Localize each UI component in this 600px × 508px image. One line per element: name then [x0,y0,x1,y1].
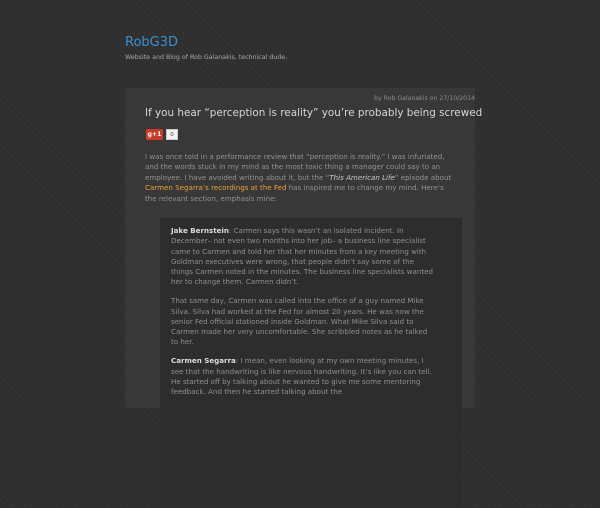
intro-text-3: has inspired me to change my mind. Here’s the relevant section, emphasis mine: [145,183,444,203]
quote-speaker: Carmen Segarra [171,356,236,366]
quote-text: That same day, Carmen was called into the office of a guy named Mike Silva. Silva had worked at the Fed for almost 20 years. He was now the senior Fed official stationed inside Goldman. What Mike Silva said to Carmen made her very uncomfortable. She scribbled notes as he talked to her. [171,296,428,347]
intro-emphasis: This American Life [329,172,395,182]
post-intro-paragraph [145,152,457,204]
google-plus-button[interactable]: g+1 [147,131,162,138]
quote-speaker: Jake Bernstein [171,226,229,235]
post-byline: by Rob Galanakis on 27/10/2014 [374,95,475,102]
quote-paragraph [171,296,436,347]
blog-post [125,88,483,408]
carmen-recordings-link[interactable]: Carmen Segarra’s recordings at the Fed [145,183,287,193]
site-description: Website and Blog of Rob Galanakis, technical dude. [125,54,288,61]
google-plus-count: 0 [166,129,178,140]
quote-text: : I mean, even looking at my own meeting minutes, I see that the handwriting is like nervous handwriting. It’s like you can tell. He started off by talking about he wanted to give me some mentoring feedback. And then he started talking about the [171,356,432,397]
intro-text-2: ” episode about [394,172,452,182]
quote-paragraph [171,226,436,288]
quote-text: : Carmen says this wasn’t an isolated incident. In December– not even two months into her job– a business line specialist came to Carmen and told her that her minutes from a key meeting with Goldman executives were wrong, that people didn’t say some of the things Carmen noted in the minutes. The business line specialists wanted her to change them. Carmen didn’t. [171,226,434,287]
site-title-link[interactable]: RobG3D [125,35,179,50]
site-header [125,36,287,61]
quote-paragraph [171,356,436,397]
blockquote [160,218,462,508]
post-title[interactable]: If you hear “perception is reality” you’re probably being screwed [145,107,483,119]
google-plus-share [146,129,178,140]
intro-text-1: I was once told in a performance review that “perception is reality.” I was infuriated, and the words stuck in my mind as the most toxic thing a manager could say to an employee. I have avoided writing about it, but the “ [145,152,445,182]
